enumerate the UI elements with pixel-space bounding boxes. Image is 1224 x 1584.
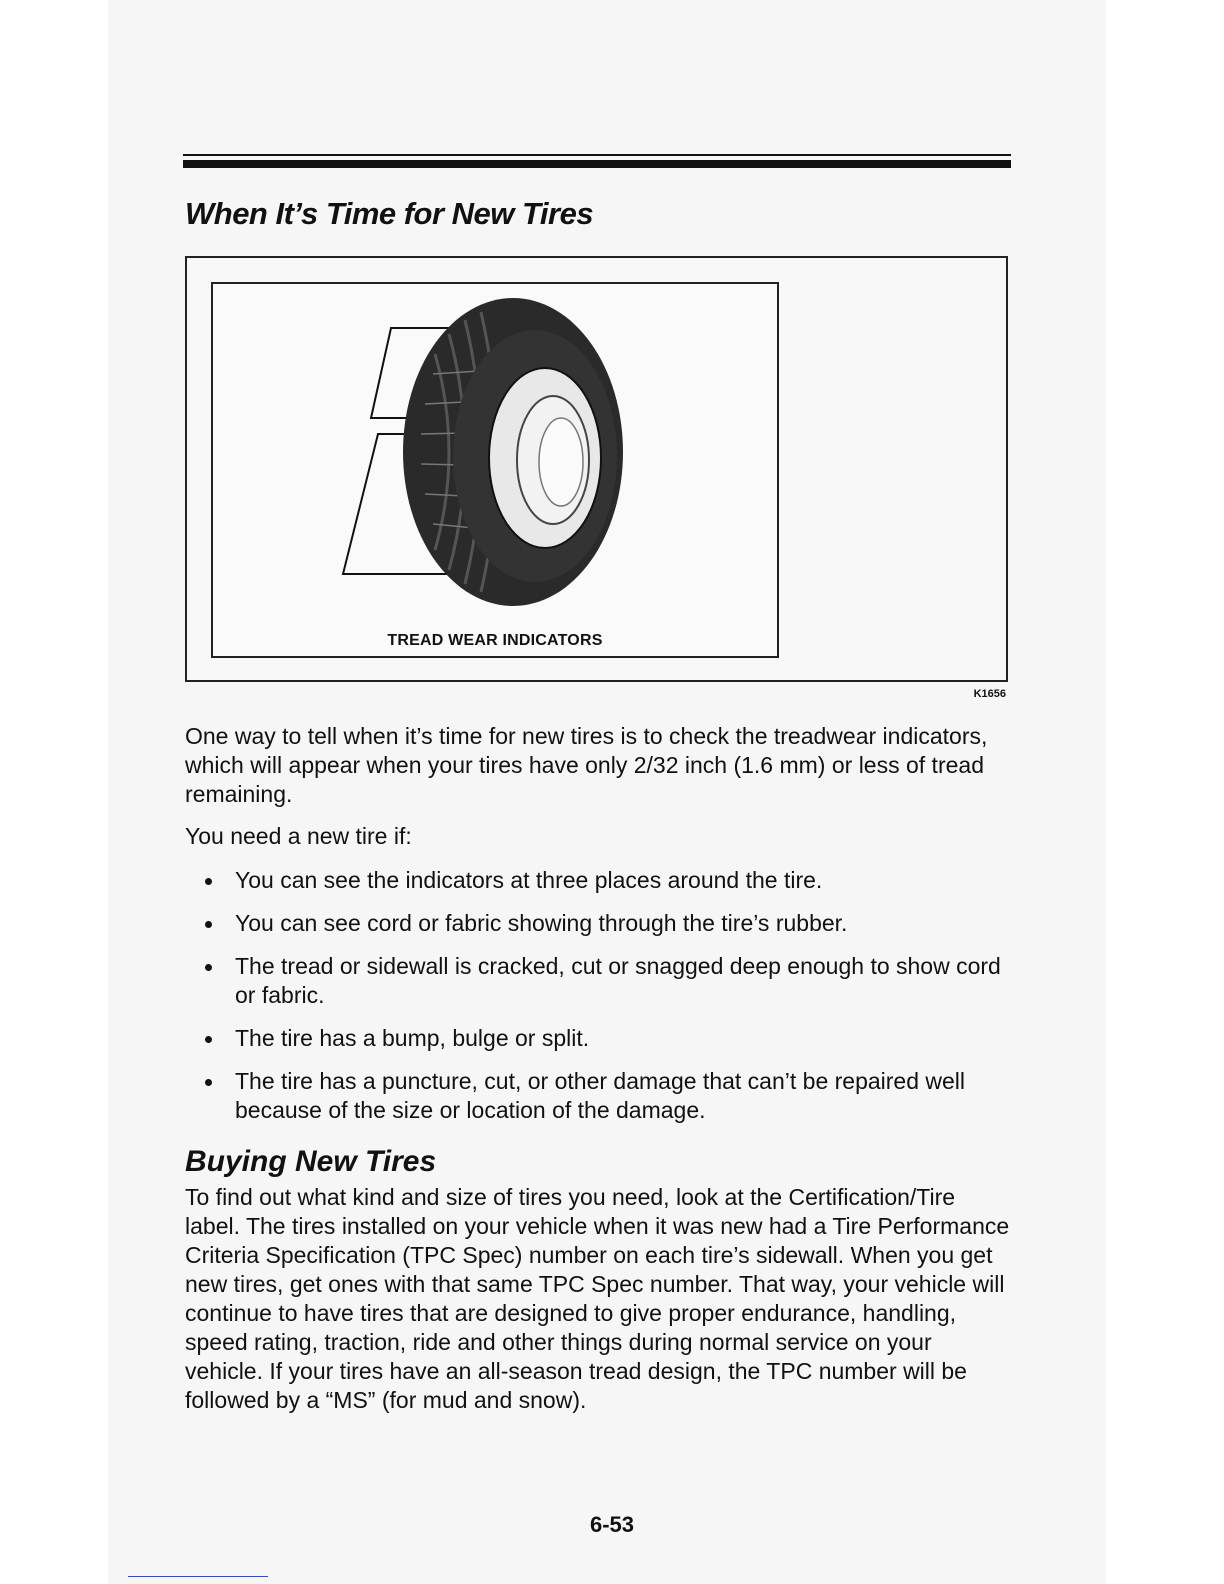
bullet-dot (205, 1036, 212, 1043)
tire-figure (185, 256, 1008, 682)
list-item: The tire has a puncture, cut, or other damage that can’t be repaired well because of the size or location of the damage. (185, 1067, 1015, 1125)
figure-caption: TREAD WEAR INDICATORS (387, 632, 603, 649)
list-item: You can see cord or fabric showing through the tire’s rubber. (185, 909, 1015, 938)
tire-illustration (213, 284, 781, 660)
need-lead: You need a new tire if: (185, 823, 412, 849)
intro-paragraph: One way to tell when it’s time for new tires is to check the treadwear indicators, which will appear when your tires have only 2/32 inch (1.6 mm) or less of tread remaining. (185, 723, 988, 807)
figure-code: K1656 (973, 688, 1006, 700)
footer-line (128, 1576, 268, 1577)
header-rule-thin (183, 154, 1011, 156)
bullet-dot (205, 878, 212, 885)
buying-title: Buying New Tires (185, 1145, 437, 1178)
list-item: The tire has a bump, bulge or split. (185, 1024, 1015, 1053)
replacement-criteria-list (185, 866, 1015, 1139)
bullet-dot (205, 964, 212, 971)
buying-paragraph: To find out what kind and size of tires you need, look at the Certification/Tire label. The tires installed on your vehicle when it was new had a Tire Performance Criteria Specification (TPC Spec) number on each tire’s sidewall. When you get new tires, get ones with that same TPC Spec number. That way, your vehicle will continue to have tires that are designed to give proper endurance, handling, speed rating, traction, ride and other things during normal service on your vehicle. If your tires have an all-season tread design, the TPC number will be followed by a “MS” (for mud and snow). (185, 1184, 1010, 1413)
tire-illustration-frame (211, 282, 779, 658)
bullet-dot (205, 1079, 212, 1086)
bullet-dot (205, 921, 212, 928)
page-number: 6-53 (589, 1512, 635, 1537)
section-title: When It’s Time for New Tires (185, 196, 594, 231)
list-item: The tread or sidewall is cracked, cut or snagged deep enough to show cord or fabric. (185, 952, 1015, 1010)
list-item: You can see the indicators at three places around the tire. (185, 866, 1015, 895)
header-rule-thick (183, 160, 1011, 168)
